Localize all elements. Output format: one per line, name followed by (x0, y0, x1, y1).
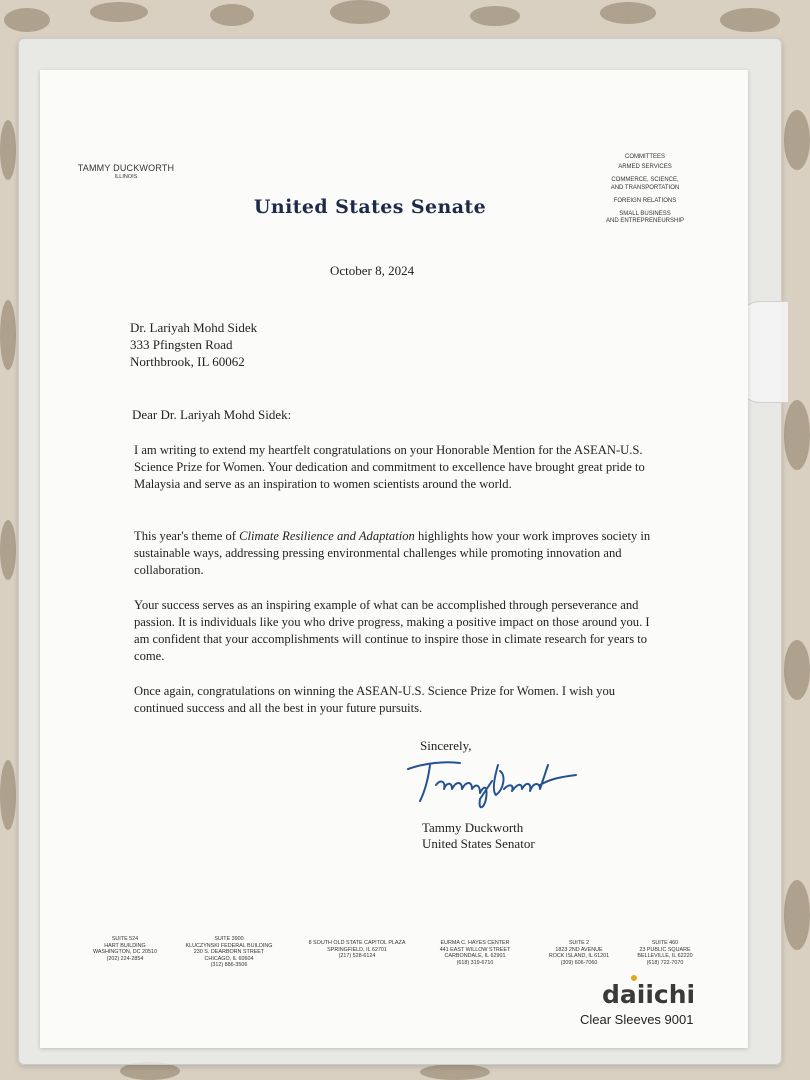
recipient-street: 333 Pfingsten Road (130, 337, 233, 352)
signer-title: United States Senator (422, 836, 535, 851)
sleeve-brand-logo: daiichi (602, 980, 696, 1009)
committee-item: ARMED SERVICES (618, 164, 672, 171)
paragraph-2-lead: This year's theme of (134, 529, 240, 543)
committee-item: COMMERCE, SCIENCE, AND TRANSPORTATION (610, 177, 680, 191)
committee-item: FOREIGN RELATIONS (613, 197, 677, 204)
office-address: 8 SOUTH OLD STATE CAPITOL PLAZA SPRINGFIELD, IL 62701 (217) 528-6124 (308, 940, 406, 960)
office-address: SUITE 2 1823 2ND AVENUE ROCK ISLAND, IL 61201 (309) 606-7060 (548, 940, 610, 966)
sender-name: TAMMY DUCKWORTH (77, 163, 175, 173)
office-address: SUITE 460 23 PUBLIC SQUARE BELLEVILLE, IL 62220 (618) 722-7070 (637, 940, 693, 966)
closing: Sincerely, (420, 738, 472, 753)
recipient-city: Northbrook, IL 60062 (130, 354, 245, 369)
letter-date: October 8, 2024 (330, 263, 415, 278)
letter-page (40, 70, 748, 1048)
recipient-name: Dr. Lariyah Mohd Sidek (130, 320, 258, 335)
sleeve-product-label: Clear Sleeves 9001 (580, 1012, 694, 1027)
sender-state: ILLINOIS (114, 174, 138, 180)
recipient-address (130, 319, 257, 370)
letterhead-title: United States Senate (253, 196, 487, 218)
office-address: EURMA C. HAYES CENTER 441 EAST WILLOW STREET CARBONDALE, IL 62901 (618) 319-6710 (439, 940, 511, 966)
paragraph-3: Your success serves as an inspiring example of what can be accomplished through perseverance and passion. It is individuals like you who drive progress, making a positive impact on those around you. I am confident that your accomplishments will continue to inspire those in climate research for years to come. (134, 598, 650, 663)
paragraph-2 (134, 528, 664, 579)
paragraph-4: Once again, congratulations on winning the ASEAN-U.S. Science Prize for Women. I wish you continued success and all the best in your future pursuits. (134, 684, 616, 715)
committee-item: SMALL BUSINESS AND ENTREPRENEURSHIP (605, 211, 684, 225)
signer-name: Tammy Duckworth (422, 820, 524, 835)
paragraph-2-rest: highlights how your work improves society in sustainable ways, addressing pressing environmental challenges while promoting innovation and collaboration. (134, 529, 651, 577)
theme-text: Climate Resilience and Adaptation (239, 529, 415, 543)
committees-heading: COMMITTEES (625, 154, 665, 160)
paragraph-1: I am writing to extend my heartfelt congratulations on your Honorable Mention for the ASEAN-U.S. Science Prize for Women. Your dedication and commitment to excellence have brought great pride to Malaysia and serve as an inspiration to women scientists around the world. (134, 443, 645, 491)
handwritten-signature (400, 755, 590, 815)
salutation: Dear Dr. Lariyah Mohd Sidek: (132, 407, 292, 422)
office-address: SUITE 3900 KLUCZYNSKI FEDERAL BUILDING 230 S. DEARBORN STREET CHICAGO, IL 60604 (312) 886-3506 (185, 936, 273, 969)
office-address: SUITE 524 HART BUILDING WASHINGTON, DC 20510 (202) 224-2854 (92, 936, 158, 962)
committees-list (585, 154, 705, 231)
